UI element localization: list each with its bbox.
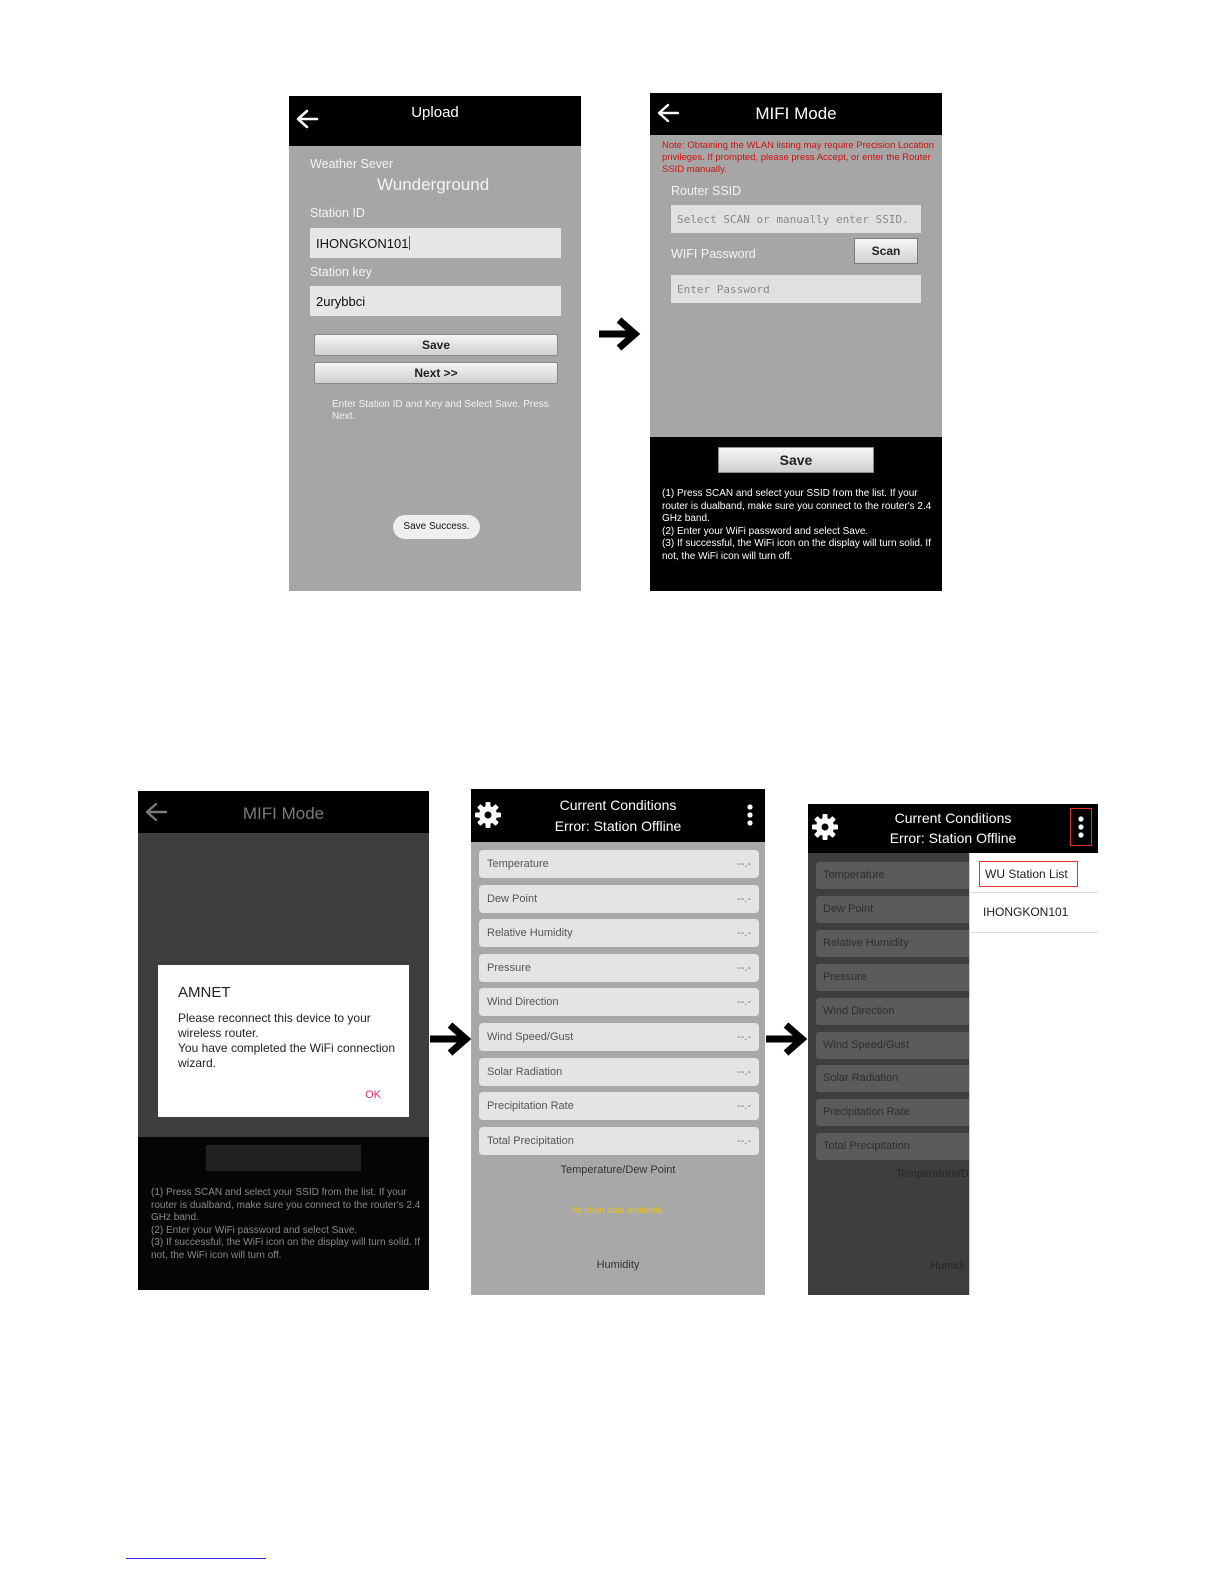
flow-arrow-icon: [428, 1019, 474, 1059]
condition-label: Relative Humidity: [487, 927, 573, 940]
flow-arrow-icon: [597, 314, 643, 354]
upload-title: Upload: [411, 104, 459, 121]
next-button[interactable]: Next >>: [314, 362, 558, 384]
station-status: Error: Station Offline: [554, 818, 682, 834]
station-key-input[interactable]: 2urybbci: [310, 286, 561, 316]
condition-row: Temperature: [816, 862, 992, 889]
chart-title-humidity: Humidity: [596, 1259, 640, 1271]
wlan-permission-note: Note: Obtaining the WLAN listing may require Precision Location privileges. If prompted, please press Accept, or enter the Router SSID manually.: [662, 140, 934, 175]
dimmed-bottom-panel: [138, 1137, 429, 1290]
condition-value: --.-: [736, 1134, 751, 1147]
weather-server-value[interactable]: Wunderground: [377, 175, 490, 194]
mifi-header: [650, 93, 942, 135]
wu-station-list-item[interactable]: WU Station List: [979, 861, 1078, 887]
condition-row: Wind Speed/Gust: [816, 1032, 992, 1059]
condition-row: Total Precipitation: [816, 1133, 992, 1160]
mifi-instructions: (1) Press SCAN and select your SSID from the list. If your router is dualband, make sure you connect to the router's 2.4 GHz band. (2) Enter your WiFi password and select Save. (3) If successful, the WiFi icon on the display will turn solid. If not, the WiFi icon will turn off.: [662, 488, 932, 562]
condition-value: --.-: [736, 1031, 751, 1043]
condition-row: Wind Direction: [816, 998, 992, 1025]
condition-value: --.-: [736, 892, 751, 905]
dimmed-save-button: [206, 1145, 361, 1171]
condition-value: --.-: [736, 1065, 751, 1078]
chart-title-temp-dew: Temperature/D: [896, 1168, 969, 1180]
footnote-divider: [126, 1558, 266, 1559]
condition-value: --.-: [736, 961, 751, 974]
condition-label: Precipitation Rate: [487, 1100, 574, 1113]
mifi-save-button[interactable]: Save: [718, 447, 874, 473]
condition-row[interactable]: [479, 1092, 759, 1120]
dimmed-instructions: (1) Press SCAN and select your SSID from the list. If your router is dualband, make sure you connect to the router's 2.4 GHz band. (2) Enter your WiFi password and select Save. (3) If successful, the WiFi icon on the display will turn solid. If not, the WiFi icon will turn off.: [151, 1187, 421, 1261]
overflow-menu: [969, 853, 1098, 1295]
dialog-message: Please reconnect this device to your wireless router. You have completed the WiFi connection wizard.: [178, 1011, 396, 1070]
dialog-title: AMNET: [178, 984, 231, 1001]
wifi-password-label: WIFI Password: [671, 247, 756, 261]
wifi-password-input[interactable]: Enter Password: [671, 275, 921, 303]
overflow-menu-icon[interactable]: [1076, 815, 1086, 839]
router-ssid-label: Router SSID: [671, 184, 742, 198]
mifi-header-dimmed: [138, 791, 429, 833]
condition-row[interactable]: [479, 919, 759, 947]
condition-row: Precipitation Rate: [816, 1099, 992, 1126]
save-success-toast: Save Success.: [393, 515, 480, 539]
condition-row[interactable]: [479, 988, 759, 1016]
condition-row: Pressure: [816, 964, 992, 991]
condition-row: Dew Point: [816, 896, 992, 923]
current-conditions-screen: [471, 789, 765, 1295]
dialog-ok-button[interactable]: OK: [365, 1089, 381, 1101]
condition-label: Pressure: [487, 961, 532, 974]
condition-row: Solar Radiation: [816, 1065, 992, 1092]
overflow-menu-icon[interactable]: [745, 803, 755, 827]
chart-title-temp-dew: Temperature/Dew Point: [560, 1164, 676, 1176]
mifi-mode-screen: [650, 93, 942, 591]
mifi-title: MIFI Mode: [755, 104, 837, 123]
save-button[interactable]: Save: [314, 334, 558, 356]
upload-header: [289, 96, 581, 146]
station-id-input[interactable]: IHONGKON101: [310, 228, 561, 258]
mifi-bottom-panel: [650, 437, 942, 591]
condition-label: Solar Radiation: [487, 1065, 563, 1078]
router-ssid-input[interactable]: Select SCAN or manually enter SSID.: [671, 205, 921, 233]
station-key-label: Station key: [310, 265, 372, 279]
amnet-dialog: [158, 965, 409, 1117]
conditions-title: Current Conditions: [559, 797, 677, 813]
no-chart-data: No chart data available.: [570, 1205, 666, 1215]
upload-screen: [289, 96, 581, 591]
mifi-title-dimmed: MIFI Mode: [242, 804, 325, 823]
connection-complete-screen: [138, 791, 429, 1290]
scan-button[interactable]: Scan: [854, 238, 918, 264]
flow-arrow-icon: [764, 1019, 810, 1059]
condition-value: --.-: [736, 1100, 751, 1113]
station-list-menu-screen: [808, 804, 1098, 1295]
upload-instruction: Enter Station ID and Key and Select Save. Press Next.: [332, 399, 549, 422]
condition-value: --.-: [736, 927, 751, 940]
condition-label: Dew Point: [487, 892, 538, 905]
condition-row[interactable]: [479, 954, 759, 982]
condition-row[interactable]: [479, 885, 759, 913]
station-id-label: Station ID: [310, 206, 365, 220]
condition-label: Total Precipitation: [487, 1134, 574, 1147]
condition-row: Relative Humidity: [816, 930, 992, 957]
menu-divider: [970, 892, 1098, 893]
condition-label: Wind Direction: [487, 996, 559, 1009]
station-list-item[interactable]: IHONGKON101: [983, 905, 1069, 919]
condition-row[interactable]: [479, 1058, 759, 1086]
conditions-header: [471, 789, 765, 842]
conditions-title: Current Conditions: [894, 810, 1012, 826]
condition-row[interactable]: [479, 1127, 759, 1155]
condition-label: Temperature: [487, 858, 549, 870]
condition-row[interactable]: [479, 850, 759, 878]
condition-value: --.-: [736, 858, 751, 870]
text-caret: [409, 236, 410, 250]
station-status: Error: Station Offline: [889, 830, 1017, 846]
condition-label: Wind Speed/Gust: [487, 1031, 574, 1043]
chart-title-humidity: Humidi: [930, 1260, 965, 1272]
weather-server-label: Weather Sever: [310, 157, 394, 171]
conditions-header-menu: [808, 804, 1098, 853]
menu-divider: [970, 932, 1098, 933]
condition-value: --.-: [736, 996, 751, 1009]
condition-row[interactable]: [479, 1023, 759, 1051]
